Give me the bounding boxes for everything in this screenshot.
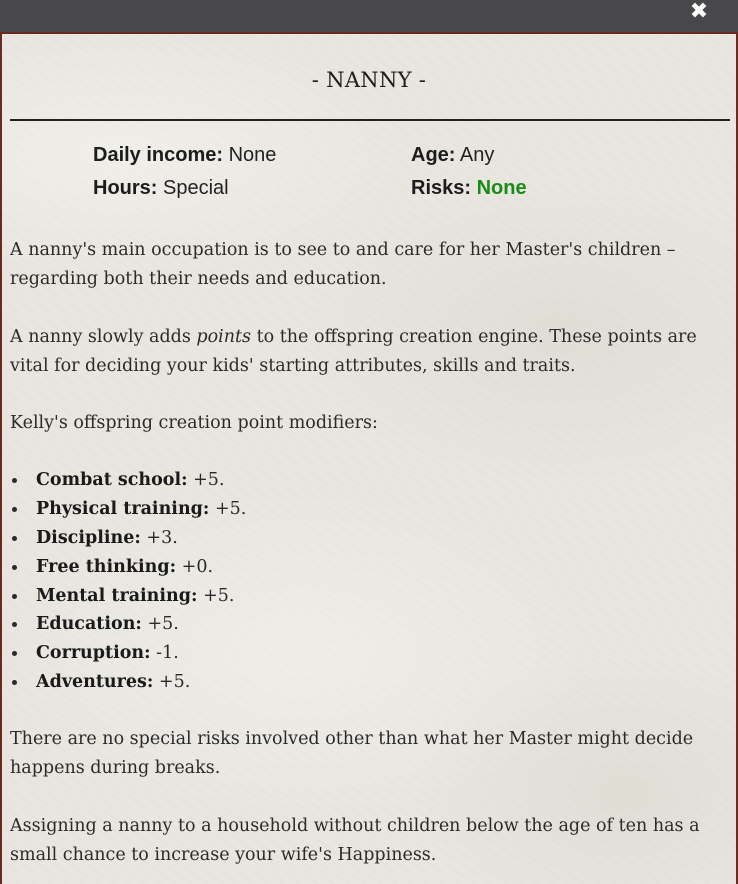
modifier-value: +5.: [158, 672, 191, 693]
bullet-icon: [12, 680, 17, 685]
bullet-icon: [12, 651, 17, 656]
daily-income-row: [93, 144, 276, 167]
modifier-name: Corruption:: [36, 643, 151, 664]
list-item: [10, 466, 246, 495]
description-paragraph-1: A nanny's main occupation is to see to and care for her Master's children – regarding both their needs and education.: [10, 240, 676, 289]
modifier-value: +5.: [214, 498, 247, 519]
happiness-paragraph: Assigning a nanny to a household without children below the age of ten has a small chance to increase your wife's Happiness.: [10, 816, 700, 865]
modifier-name: Free thinking:: [36, 556, 177, 577]
hours-value: Special: [163, 177, 229, 199]
bullet-icon: [12, 622, 17, 627]
job-info-panel: [0, 32, 738, 884]
modifier-list: [10, 466, 246, 697]
paragraph-2-text-b: to the offspring creation engine. These points are vital for deciding your kids' starting attributes, skills and traits.: [10, 327, 697, 376]
list-item: [10, 639, 246, 668]
risks-value: None: [476, 177, 527, 199]
modifier-name: Physical training:: [36, 498, 210, 519]
list-item: [10, 524, 246, 553]
page-title: - NANNY -: [311, 68, 427, 92]
age-label: Age:: [411, 144, 456, 166]
modifier-name: Combat school:: [36, 470, 188, 490]
modifiers-intro: Kelly's offspring creation point modifiers:: [10, 413, 378, 433]
age-value: Any: [459, 144, 495, 166]
hours-label: Hours:: [93, 177, 158, 199]
bullet-icon: [12, 536, 17, 541]
modifier-name: Mental training:: [36, 585, 198, 606]
risks-row: [411, 177, 527, 200]
modifier-value: -1.: [156, 643, 179, 664]
close-icon[interactable]: ✖: [689, 0, 709, 24]
modifier-value: +0.: [181, 556, 214, 577]
risks-paragraph: There are no special risks involved other than what her Master might decide happens during breaks.: [10, 729, 694, 778]
modifier-name: Discipline:: [36, 527, 141, 548]
bullet-icon: [12, 478, 17, 483]
list-item: [10, 582, 246, 611]
age-row: [411, 144, 494, 167]
daily-income-label: Daily income:: [93, 144, 224, 166]
paragraph-2-emphasis: points: [196, 327, 252, 347]
modifier-value: +5.: [203, 585, 235, 606]
daily-income-value: None: [228, 144, 277, 166]
list-item: [10, 668, 246, 697]
risks-label: Risks:: [411, 177, 472, 199]
bullet-icon: [12, 507, 17, 512]
paragraph-2-text-a: A nanny slowly adds: [10, 327, 197, 347]
description-paragraph-2: [10, 323, 720, 381]
modifier-value: +5.: [147, 614, 179, 635]
top-bar: [0, 0, 738, 32]
modifier-value: +3.: [146, 527, 178, 548]
list-item: [10, 610, 246, 639]
modifier-value: +5.: [193, 470, 225, 490]
list-item: [10, 553, 246, 582]
title-divider: [10, 119, 730, 121]
bullet-icon: [12, 594, 17, 599]
hours-row: [93, 177, 229, 200]
modifier-name: Education:: [36, 614, 142, 635]
list-item: [10, 495, 246, 524]
modifier-name: Adventures:: [36, 672, 154, 693]
bullet-icon: [12, 565, 17, 570]
